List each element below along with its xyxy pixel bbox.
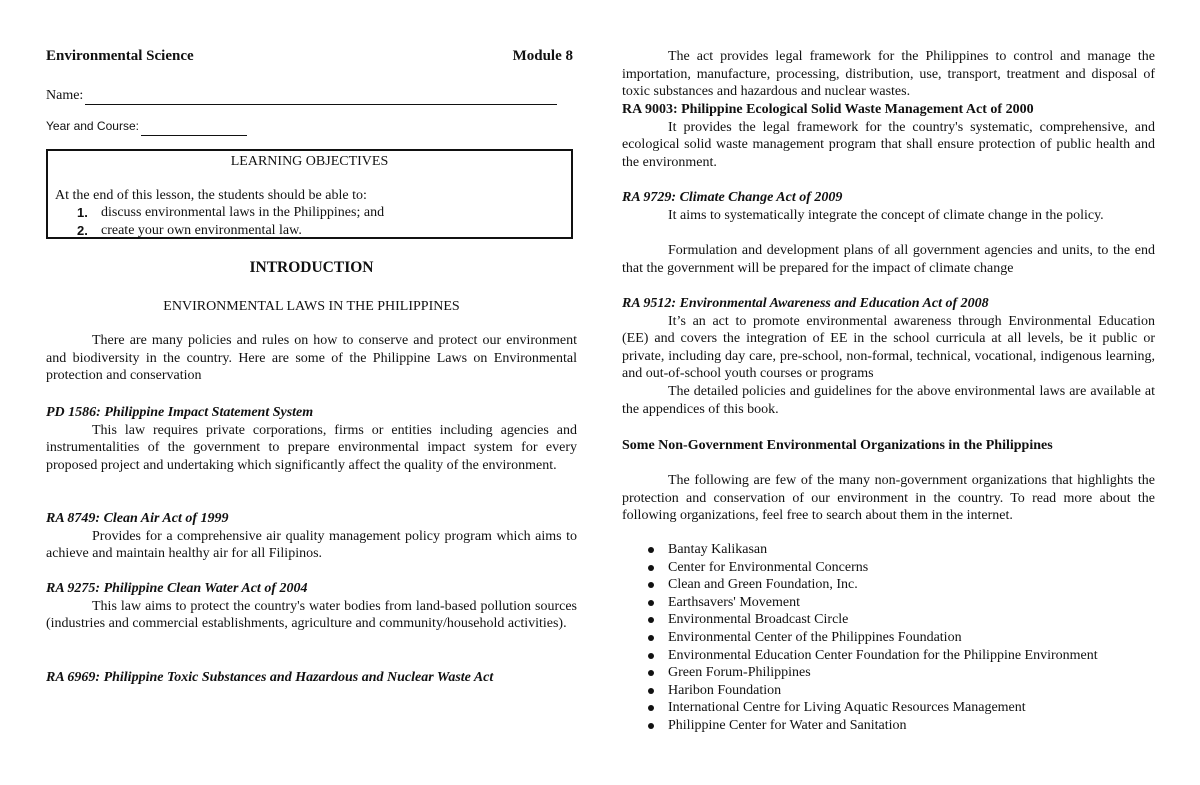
list-item: Clean and Green Foundation, Inc.: [622, 576, 1098, 594]
objective-item: [48, 204, 571, 222]
year-course-field[interactable]: [46, 118, 247, 136]
bullet-icon: [648, 653, 654, 659]
law-text: This law requires private corporations, firms or entities including agencies and instrumentalities of the government to prepare environmental impact system for every proposed project and undertaking which significantly affect the quality of the environment.: [46, 422, 577, 473]
law-title: RA 9512: Environmental Awareness and Education Act of 2008: [622, 296, 989, 311]
bullet-icon: [648, 547, 654, 553]
objectives-title: LEARNING OBJECTIVES: [230, 154, 389, 169]
year-course-label: Year and Course:: [46, 119, 139, 133]
law-ra9003: [622, 101, 1155, 171]
appendix-text: The detailed policies and guidelines for the above environmental laws are available at the appendices of this book.: [622, 383, 1155, 417]
list-item: International Centre for Living Aquatic Resources Management: [622, 699, 1098, 717]
bullet-icon: [648, 600, 654, 606]
objectives-intro: At the end of this lesson, the students should be able to:: [55, 187, 367, 203]
list-item: Environmental Education Center Foundation for the Philippine Environment: [622, 647, 1098, 665]
list-item: Center for Environmental Concerns: [622, 559, 1098, 577]
law-title: RA 8749: Clean Air Act of 1999: [46, 511, 229, 526]
law-ra9729: [622, 189, 1155, 224]
law-text: It’s an act to promote environmental awareness through Environmental Education (EE) and covers the integration of EE in the school curricula at all levels, be it public or private, including day care, pre-school, non-formal, technical, vocational, indigenous learning, and out-of-school youth courses or programs: [622, 313, 1155, 382]
name-blank[interactable]: [85, 90, 557, 105]
subject-title: Environmental Science: [46, 48, 194, 64]
law-title: RA 9275: Philippine Clean Water Act of 2004: [46, 581, 308, 596]
laws-subheading: ENVIRONMENTAL LAWS IN THE PHILIPPINES: [163, 299, 460, 314]
ra9729-text-2: Formulation and development plans of all government agencies and units, to the end that the government will be prepared for the impact of climate change: [622, 243, 1155, 276]
bullet-icon: [648, 705, 654, 711]
objective-number: 2.: [77, 222, 88, 238]
objective-text: create your own environmental law.: [101, 222, 302, 238]
list-item: Haribon Foundation: [622, 682, 1098, 700]
law-title: RA 9003: Philippine Ecological Solid Waste Management Act of 2000: [622, 102, 1034, 117]
law-title: RA 9729: Climate Change Act of 2009: [622, 190, 843, 205]
objectives-list: [48, 204, 571, 239]
law-text: Provides for a comprehensive air quality management policy program which aims to achieve and maintain healthy air for all Filipinos.: [46, 528, 577, 562]
objective-number: 1.: [77, 205, 88, 221]
module-label: Module 8: [512, 48, 573, 64]
law-ra8749: [46, 510, 577, 563]
list-item: Bantay Kalikasan: [622, 541, 1098, 559]
ngo-list: [622, 541, 1098, 735]
law-pd1586: [46, 404, 577, 474]
law-title: RA 6969: Philippine Toxic Substances and Hazardous and Nuclear Waste Act: [46, 670, 494, 685]
law-ra6969: [46, 669, 577, 687]
learning-objectives-box: [46, 149, 573, 239]
law-title: PD 1586: Philippine Impact Statement System: [46, 405, 314, 420]
bullet-icon: [648, 635, 654, 641]
ra6969-text: The act provides legal framework for the Philippines to control and manage the importation, manufacture, processing, distribution, use, transport, treatment and disposal of toxic substances and hazardous and nuclear wastes.: [622, 49, 1155, 100]
ngo-intro: The following are few of the many non-government organizations that highlights the protection and conservation of our environment in the country. To read more about the following organizations, feel free to search about them in the internet.: [622, 473, 1155, 524]
law-ra9512: [622, 295, 1155, 418]
introduction-heading: INTRODUCTION: [249, 259, 374, 276]
bullet-icon: [648, 565, 654, 571]
objective-text: discuss environmental laws in the Philippines; and: [101, 205, 385, 221]
bullet-icon: [648, 617, 654, 623]
list-item: Earthsavers' Movement: [622, 594, 1098, 612]
ngo-heading: Some Non-Government Environmental Organizations in the Philippines: [622, 438, 1053, 453]
law-text: It aims to systematically integrate the concept of climate change in the policy.: [668, 207, 1104, 223]
bullet-icon: [648, 723, 654, 729]
list-item: Green Forum-Philippines: [622, 664, 1098, 682]
list-item: Philippine Center for Water and Sanitation: [622, 717, 1098, 735]
law-text: This law aims to protect the country's water bodies from land-based pollution sources (industries and commercial establishments, agriculture and community/household activities).: [46, 598, 577, 632]
bullet-icon: [648, 582, 654, 588]
name-field[interactable]: [46, 87, 561, 105]
bullet-icon: [648, 688, 654, 694]
year-course-blank[interactable]: [141, 123, 247, 136]
name-label: Name:: [46, 88, 84, 103]
law-ra9275: [46, 580, 577, 633]
intro-paragraph: There are many policies and rules on how to conserve and protect our environment and biodiversity in the country. Here are some of the Philippine Laws on Environmental protection and conservation: [46, 333, 577, 384]
page-header: [46, 48, 577, 66]
bullet-icon: [648, 670, 654, 676]
objective-item: [48, 222, 571, 240]
list-item: Environmental Broadcast Circle: [622, 611, 1098, 629]
law-text: It provides the legal framework for the country's systematic, comprehensive, and ecological solid waste management program that shall ensure protection of public health and the environment.: [622, 119, 1155, 170]
list-item: Environmental Center of the Philippines Foundation: [622, 629, 1098, 647]
